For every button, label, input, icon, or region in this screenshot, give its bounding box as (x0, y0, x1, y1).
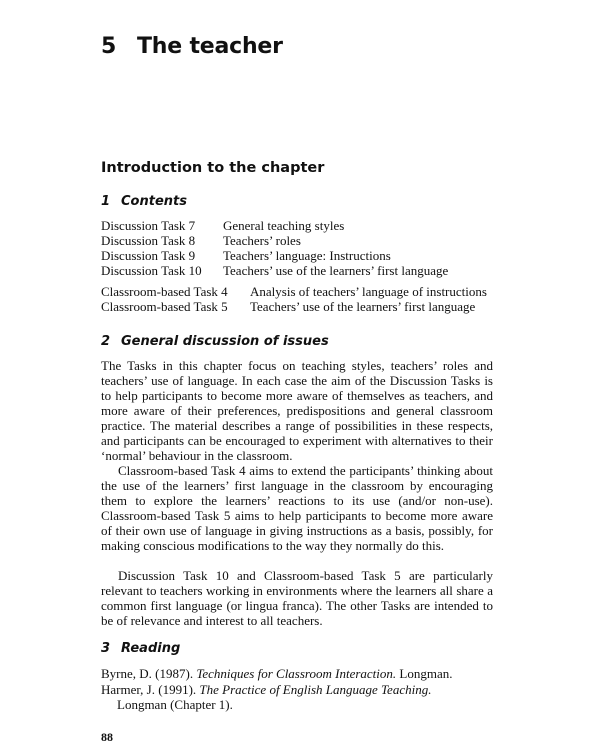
discussion-paragraph-3 (101, 568, 493, 628)
chapter-number: 5 (101, 34, 117, 59)
discussion-paragraph-1: The Tasks in this chapter focus on teaching styles, teachers’ roles and teachers’ use of language. In each case the aim of the Discussion Tasks is to help participants to become more aware of themselves as teachers, and more aware of their preferences, predispositions and general classroom practice. The material describes a range of possibilities in these respects, and participants can be encouraged to experiment with alternatives to their ‘normal’ behaviour in the classroom. (101, 358, 493, 463)
discussion-number: 2 (101, 334, 111, 349)
paragraph-text: Discussion Task 10 and Classroom-based Task 5 are particularly relevant to teachers working in environments where the learners all share a common first language (or lingua franca). The other Tasks are intended to be of relevance and interest to all teachers. (101, 568, 493, 628)
list-item (101, 299, 487, 314)
list-item (101, 284, 487, 299)
classroom-task-list (101, 284, 487, 314)
chapter-title (101, 34, 283, 59)
list-item (101, 233, 448, 248)
task-topic: Analysis of teachers’ language of instructions (250, 284, 487, 299)
discussion-task-list (101, 218, 448, 278)
paragraph-text: Classroom-based Task 4 aims to extend the participants’ thinking about the use of the learners’ first language in the classroom by encouraging them to explore the learners’ reactions to its use (and/or non-use). Classroom-based Task 5 aims to help participants to become more aware of their own use of language in giving instructions as a basis, possibly, for making conscious modifications to the way they normally do this. (101, 463, 493, 553)
reference-item (101, 666, 493, 681)
reference-title: Techniques for Classroom Interaction. (196, 666, 397, 681)
reference-author: Byrne, D. (1987). (101, 666, 194, 681)
list-item (101, 263, 448, 278)
task-topic: Teachers’ use of the learners’ first language (223, 263, 449, 278)
reference-publisher: Longman (Chapter 1). (117, 697, 233, 712)
task-name: Discussion Task 9 (101, 248, 196, 263)
discussion-paragraph-2 (101, 463, 493, 553)
contents-heading-text: Contents (121, 194, 187, 209)
task-name: Discussion Task 10 (101, 263, 202, 278)
reference-author: Harmer, J. (1991). (101, 682, 197, 697)
reading-heading (101, 641, 180, 656)
task-topic: General teaching styles (223, 218, 345, 233)
list-item (101, 218, 448, 233)
page-number: 88 (101, 730, 113, 744)
reading-heading-text: Reading (121, 641, 181, 656)
reference-item (101, 682, 493, 712)
contents-heading (101, 194, 187, 209)
reading-number: 3 (101, 641, 111, 656)
discussion-heading-text: General discussion of issues (121, 334, 329, 349)
task-topic: Teachers’ use of the learners’ first language (250, 299, 476, 314)
task-name: Classroom-based Task 5 (101, 299, 228, 314)
task-name: Classroom-based Task 4 (101, 284, 228, 299)
contents-number: 1 (101, 194, 111, 209)
task-topic: Teachers’ language: Instructions (223, 248, 391, 263)
chapter-title-text: The teacher (137, 34, 283, 59)
reference-title: The Practice of English Language Teaching. (199, 682, 432, 697)
discussion-heading (101, 334, 329, 349)
task-name: Discussion Task 8 (101, 233, 196, 248)
task-name: Discussion Task 7 (101, 218, 196, 233)
list-item (101, 248, 448, 263)
section-title: Introduction to the chapter (101, 160, 325, 176)
task-topic: Teachers’ roles (223, 233, 301, 248)
reference-publisher: Longman. (399, 666, 453, 681)
